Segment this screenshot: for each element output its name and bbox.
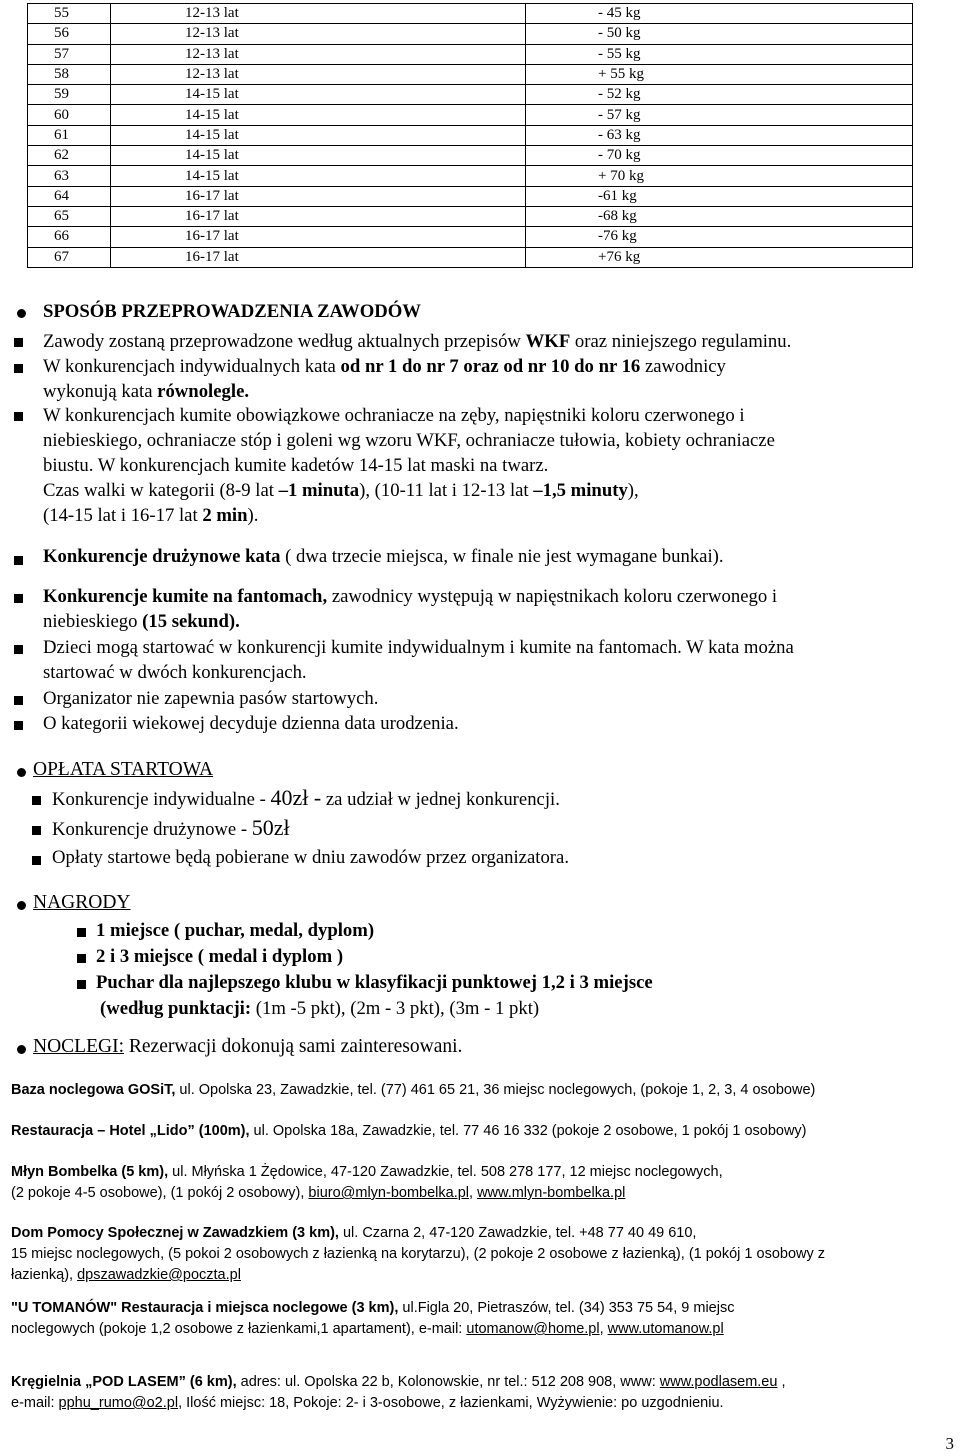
table-row [28,44,913,64]
table-row [28,166,913,186]
category-weight: - 52 kg [526,85,913,105]
section-heading-nagrody: NAGRODY [33,892,131,913]
category-weight: - 63 kg [526,125,913,145]
table-row [28,186,913,206]
category-number: 65 [28,206,111,226]
square-bullet-icon [77,980,86,989]
category-age: 14-15 lat [111,85,526,105]
table-row [28,105,913,125]
lodging-lido: Restauracja – Hotel „Lido” (100m), ul. Opolska 18a, Zawadzkie, tel. 77 46 16 332 (pokoje 2 osobowe, 1 pokój 1 osobowy) [11,1123,807,1139]
paragraph-kata: W konkurencjach indywidualnych kata od nr 1 do nr 7 oraz od nr 10 do nr 16 zawodnicy [43,356,726,377]
table-row [28,85,913,105]
category-weight: -76 kg [526,227,913,247]
prize-club: Puchar dla najlepszego klubu w klasyfikacji punktowej 1,2 i 3 miejsce [96,972,653,993]
category-number: 63 [28,166,111,186]
website-link[interactable]: www.podlasem.eu [659,1374,778,1390]
category-number: 67 [28,247,111,267]
category-age: 12-13 lat [111,44,526,64]
paragraph-wkf: Zawody zostaną przeprowadzone według aktualnych przepisów WKF oraz niniejszego regulaminu. [43,331,792,352]
paragraph-dzieci-l2: startować w dwóch konkurencjach. [43,662,307,683]
category-age: 16-17 lat [111,247,526,267]
table-row [28,4,913,24]
square-bullet-icon [14,594,23,603]
category-age: 16-17 lat [111,186,526,206]
table-row [28,64,913,84]
bullet-dot-icon [17,1045,26,1054]
paragraph-pasy: Organizator nie zapewnia pasów startowych. [43,688,379,709]
square-bullet-icon [14,696,23,705]
email-link[interactable]: dpszawadzkie@poczta.pl [77,1267,241,1283]
paragraph-kumite-l1: W konkurencjach kumite obowiązkowe ochraniacze na zęby, napięstniki koloru czerwonego i [43,405,745,426]
bullet-dot-icon [17,768,26,777]
category-number: 61 [28,125,111,145]
category-number: 57 [28,44,111,64]
category-age: 16-17 lat [111,227,526,247]
email-link[interactable]: biuro@mlyn-bombelka.pl [308,1185,470,1201]
category-weight: -68 kg [526,206,913,226]
fee-note: Opłaty startowe będą pobierane w dniu zawodów przez organizatora. [52,847,569,868]
table-row [28,24,913,44]
category-weight: - 50 kg [526,24,913,44]
square-bullet-icon [14,556,23,565]
paragraph-fantomy-cont: niebieskiego (15 sekund). [43,611,240,632]
prize-scoring: (według punktacji: (1m -5 pkt), (2m - 3 pkt), (3m - 1 pkt) [100,998,540,1019]
paragraph-kumite-l5: (14-15 lat i 16-17 lat 2 min). [43,505,259,526]
category-number: 58 [28,64,111,84]
lodging-dps: Dom Pomocy Społecznej w Zawadzkiem (3 km), ul. Czarna 2, 47-120 Zawadzkie, tel. +48 77 40 49 610, [11,1225,697,1241]
category-weight: + 55 kg [526,64,913,84]
section-heading-oplata: OPŁATA STARTOWA [33,759,214,780]
category-weight: +76 kg [526,247,913,267]
table-row [28,227,913,247]
table-row [28,206,913,226]
paragraph-kata-cont: wykonują kata równolegle. [43,381,250,402]
lodging-tomanow: "U TOMANÓW" Restauracja i miejsca noclegowe (3 km), ul.Figla 20, Pietraszów, tel. (34) 353 75 54, 9 miejsc [11,1300,735,1316]
category-weight: - 55 kg [526,44,913,64]
category-age: 14-15 lat [111,166,526,186]
lodging-kregielnia-l2: e-mail: pphu_rumo@o2.pl, Ilość miejsc: 18, Pokoje: 2- i 3-osobowe, z łazienkami, Wyżywienie: po uzgodnieniu. [11,1395,724,1411]
category-weight: -61 kg [526,186,913,206]
prize-1st: 1 miejsce ( puchar, medal, dyplom) [96,920,375,941]
section-heading-sposob: SPOSÓB PRZEPROWADZENIA ZAWODÓW [43,301,421,322]
category-table [27,3,913,268]
table-row [28,125,913,145]
category-age: 16-17 lat [111,206,526,226]
table-row [28,146,913,166]
paragraph-kumite-l4: Czas walki w kategorii (8-9 lat –1 minuta), (10-11 lat i 12-13 lat –1,5 minuty), [43,480,639,501]
paragraph-kumite-l3: biustu. W konkurencjach kumite kadetów 14-15 lat maski na twarz. [43,455,549,476]
bullet-dot-icon [17,309,26,318]
lodging-gosit: Baza noclegowa GOSiT, ul. Opolska 23, Zawadzkie, tel. (77) 461 65 21, 36 miejsc noclegowych, (pokoje 1, 2, 3, 4 osobowe) [11,1082,816,1098]
paragraph-druzynowe: Konkurencje drużynowe kata ( dwa trzecie miejsca, w finale nie jest wymagane bunkai). [43,546,724,567]
category-number: 56 [28,24,111,44]
square-bullet-icon [14,412,23,421]
section-heading-noclegi: NOCLEGI: Rezerwacji dokonują sami zainteresowani. [33,1036,463,1057]
category-age: 14-15 lat [111,105,526,125]
category-age: 14-15 lat [111,125,526,145]
category-weight: - 57 kg [526,105,913,125]
category-age: 12-13 lat [111,64,526,84]
paragraph-fantomy: Konkurencje kumite na fantomach, zawodnicy występują w napięstnikach koloru czerwonego i [43,586,778,607]
square-bullet-icon [32,796,41,805]
lodging-dps-l2: 15 miejsc noclegowych, (5 pokoi 2 osobowych z łazienką na korytarzu), (2 pokoje 2 osobowe z łazienką), (1 pokój 1 osobowy z [11,1246,826,1262]
lodging-tomanow-l2: noclegowych (pokoje 1,2 osobowe z łazienkami,1 apartament), e-mail: utomanow@home.pl, www.utomanow.pl [11,1321,724,1337]
square-bullet-icon [14,645,23,654]
lodging-kregielnia: Kręgielnia „POD LASEM” (6 km), adres: ul. Opolska 22 b, Kolonowskie, nr tel.: 512 208 908, www: www.podlasem.eu , [11,1374,786,1390]
table-row [28,247,913,267]
category-number: 62 [28,146,111,166]
paragraph-dzieci-l1: Dzieci mogą startować w konkurencji kumite indywidualnym i kumite na fantomach. W kata można [43,637,794,658]
website-link[interactable]: www.mlyn-bombelka.pl [477,1185,626,1201]
square-bullet-icon [14,364,23,373]
category-weight: - 45 kg [526,4,913,24]
email-link[interactable]: utomanow@home.pl [466,1321,600,1337]
category-age: 12-13 lat [111,24,526,44]
category-weight: + 70 kg [526,166,913,186]
prize-2nd-3rd: 2 i 3 miejsce ( medal i dyplom ) [96,946,344,967]
category-number: 59 [28,85,111,105]
category-number: 66 [28,227,111,247]
square-bullet-icon [77,954,86,963]
category-number: 55 [28,4,111,24]
category-age: 12-13 lat [111,4,526,24]
fee-team: Konkurencje drużynowe - 50zł [52,815,290,840]
category-number: 60 [28,105,111,125]
square-bullet-icon [32,826,41,835]
category-age: 14-15 lat [111,146,526,166]
fee-individual: Konkurencje indywidualne - 40zł - za udział w jednej konkurencji. [52,785,560,810]
paragraph-kumite-l2: niebieskiego, ochraniacze stóp i goleni wg wzoru WKF, ochraniacze tułowia, kobiety ochraniacze [43,430,775,451]
square-bullet-icon [14,721,23,730]
page-number: 3 [945,1434,954,1453]
website-link[interactable]: www.utomanow.pl [607,1321,724,1337]
category-weight: - 70 kg [526,146,913,166]
square-bullet-icon [32,856,41,865]
lodging-dps-l3: łazienką), dpszawadzkie@poczta.pl [11,1267,241,1283]
paragraph-data-urodzenia: O kategorii wiekowej decyduje dzienna data urodzenia. [43,713,459,734]
bullet-dot-icon [17,901,26,910]
lodging-mlyn: Młyn Bombelka (5 km), ul. Młyńska 1 Żędowice, 47-120 Zawadzkie, tel. 508 278 177, 12 miejsc noclegowych, [11,1164,723,1180]
lodging-mlyn-l2: (2 pokoje 4-5 osobowe), (1 pokój 2 osobowy), biuro@mlyn-bombelka.pl, www.mlyn-bombelka.pl [11,1185,626,1201]
square-bullet-icon [77,928,86,937]
square-bullet-icon [14,338,23,347]
category-number: 64 [28,186,111,206]
email-link[interactable]: pphu_rumo@o2.pl [58,1395,179,1411]
